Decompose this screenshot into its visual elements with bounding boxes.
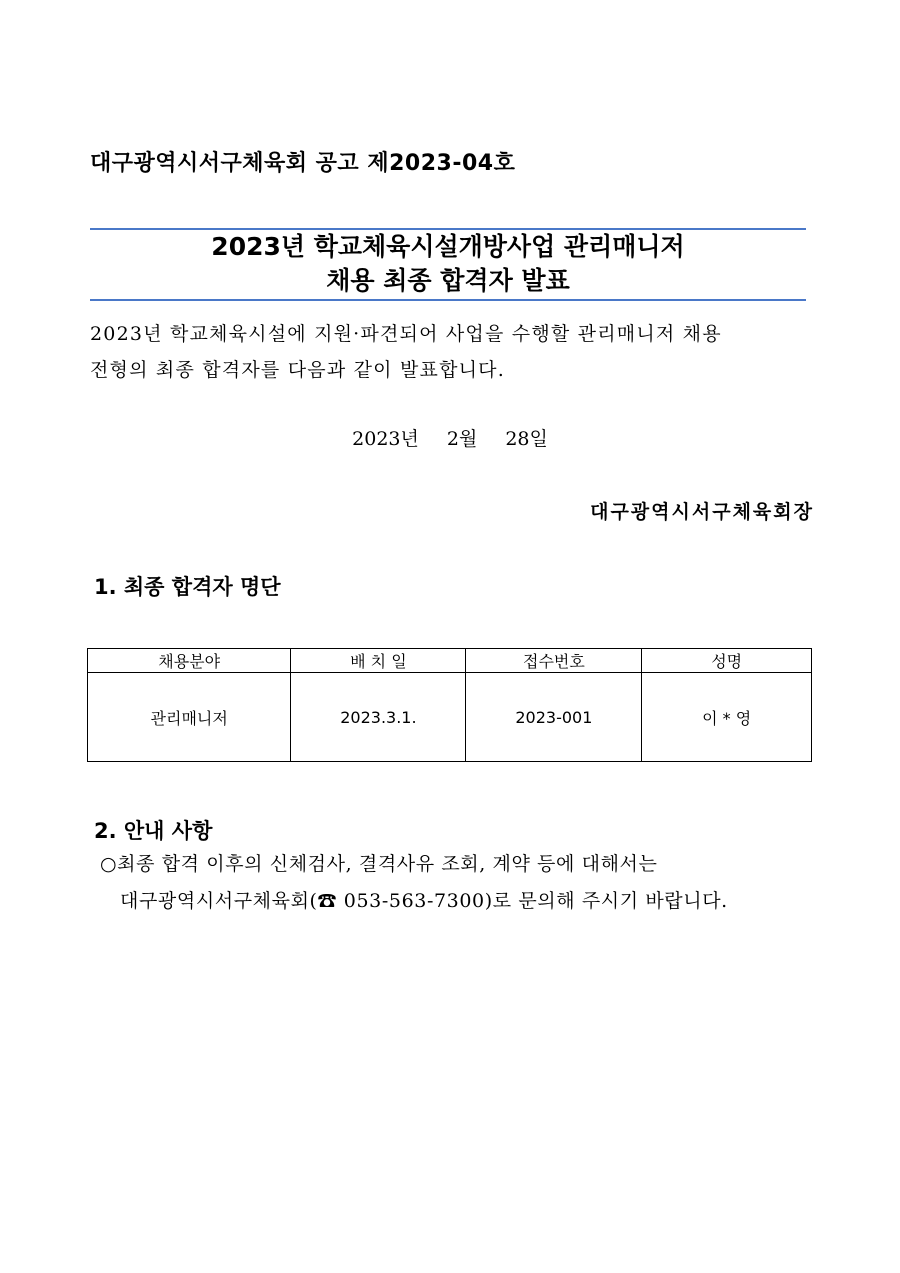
title-line-2: 채용 최종 합격자 발표: [326, 266, 570, 295]
guidance-line-1: ○최종 합격 이후의 신체검사, 결격사유 조회, 계약 등에 대해서는: [100, 853, 658, 875]
header-application-number: 접수번호: [466, 649, 642, 673]
cell-placement-date: 2023.3.1.: [291, 673, 466, 762]
title-line-1: 2023년 학교체육시설개방사업 관리매니저: [211, 232, 685, 261]
header-placement-date: 배 치 일: [291, 649, 466, 673]
date-day: 28일: [505, 428, 548, 450]
date-year: 2023년: [352, 428, 419, 450]
guidance-paragraph: [100, 846, 812, 920]
guidance-line-2: 대구광역시서구체육회(☎ 053-563-7300)로 문의해 주시기 바랍니다.: [120, 890, 728, 912]
issuer-name: 대구광역시서구체육회장: [590, 501, 814, 523]
title-bottom-rule: [90, 299, 806, 301]
intro-paragraph: [90, 316, 802, 388]
cell-field: 관리매니저: [88, 673, 291, 762]
announcement-date: [0, 424, 900, 451]
intro-line-2: 전형의 최종 합격자를 다음과 같이 발표합니다.: [90, 359, 505, 381]
table-row: [88, 673, 812, 762]
header-field: 채용분야: [88, 649, 291, 673]
final-candidates-table: [87, 648, 812, 762]
date-month: 2월: [446, 428, 478, 450]
intro-line-1: 2023년 학교체육시설에 지원·파견되어 사업을 수행할 관리매니저 채용: [90, 323, 722, 345]
cell-application-number: 2023-001: [466, 673, 642, 762]
document-title: [90, 230, 806, 298]
notice-number: 대구광역시서구체육회 공고 제2023-04호: [90, 151, 516, 176]
header-name: 성명: [642, 649, 812, 673]
table-header-row: [88, 649, 812, 673]
section-1-heading: 1. 최종 합격자 명단: [94, 575, 281, 599]
section-2-heading: 2. 안내 사항: [94, 819, 213, 843]
cell-name: 이 * 영: [642, 673, 812, 762]
